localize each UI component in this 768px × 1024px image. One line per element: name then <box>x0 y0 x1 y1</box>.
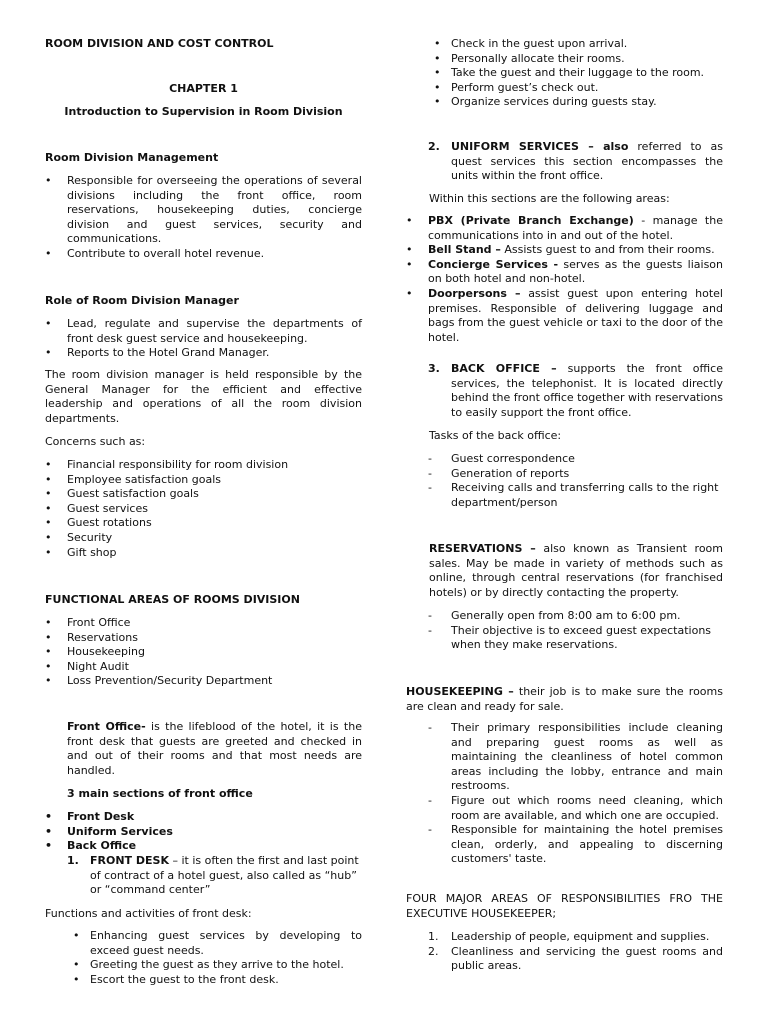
list-item: • Reservations <box>45 630 138 644</box>
list-item: - Receiving calls and transferring calls to the right department/person <box>428 481 719 509</box>
list-item: • Employee satisfaction goals <box>45 472 222 486</box>
bullet-marker: • <box>45 246 52 260</box>
list-item: • Organize services during guests stay. <box>434 95 657 109</box>
front-office-paragraph: Front Office- is the lifeblood of the hotel, it is the front desk that guests are greeted and checked in and out of their rooms and that most needs are handled. <box>67 720 362 777</box>
rdm-list <box>45 174 362 262</box>
list-item: • Concierge Services - serves as the guests liaison on both hotel and non-hotel. <box>406 257 723 286</box>
list-item: • Contribute to overall hotel revenue. <box>45 246 265 260</box>
bullet-marker: • <box>45 317 52 330</box>
list-item: • Perform guest’s check out. <box>434 80 599 94</box>
list-item: • Financial responsibility for room division <box>45 458 289 471</box>
functions-list-continued <box>406 37 723 110</box>
housekeeping-list <box>406 721 723 867</box>
list-item: • Back Office <box>45 839 137 853</box>
list-item: • Loss Prevention/Security Department <box>45 674 273 688</box>
role-paragraph: The room division manager is held responsible by the General Manager for the efficient and effective leadership and operations of all the room division departments. <box>45 368 362 425</box>
list-item: • Check in the guest upon arrival. <box>434 37 628 50</box>
functions-label: Functions and activities of front desk: <box>45 907 252 920</box>
list-item: - Generation of reports <box>428 466 570 480</box>
chapter-label: CHAPTER 1 <box>169 82 238 95</box>
list-item: • Night Audit <box>45 659 129 673</box>
tasks-label: Tasks of the back office: <box>429 429 562 442</box>
list-item: - Guest correspondence <box>428 452 575 465</box>
functional-list <box>45 616 362 689</box>
functions-list <box>45 929 362 987</box>
chapter-subtitle: Introduction to Supervision in Room Division <box>64 105 343 118</box>
list-item: • Doorpersons – assist guest upon entering hotel premises. Responsible of delivering luggage and bags from the guest vehicle or taxi to the door of the hotel. <box>406 286 723 344</box>
list-item: • Escort the guest to the front desk. <box>73 972 279 986</box>
list-item: • Enhancing guest services by developing to exceed guest needs. <box>73 929 362 957</box>
list-item: - Their objective is to exceed guest expectations when they make reservations. <box>428 623 712 652</box>
list-item: • Gift shop <box>45 545 117 559</box>
concerns-label: Concerns such as: <box>45 435 146 448</box>
role-list <box>45 317 362 361</box>
rdm-heading: Room Division Management <box>45 151 219 164</box>
list-item: • Greeting the guest as they arrive to the hotel. <box>73 958 344 972</box>
back-office-item: 3. BACK OFFICE – supports the front office services, the telephonist. It is located directly behind the front office together with reservations to easily support the front office. <box>428 362 723 419</box>
list-item: - Figure out which rooms need cleaning, which room are available, and which one are occupied. <box>428 793 723 822</box>
list-item: • Take the guest and their luggage to the room. <box>434 66 705 80</box>
list-item: • Bell Stand – Assists guest to and from their rooms. <box>406 243 715 257</box>
list-item: 2. Cleanliness and servicing the guest rooms and public areas. <box>428 944 723 973</box>
list-item: • Housekeeping <box>45 645 145 659</box>
role-heading: Role of Room Division Manager <box>45 294 239 307</box>
list-item: • Uniform Services <box>45 824 173 838</box>
four-major-heading: FOUR MAJOR AREAS OF RESPONSIBILITIES FRO THE EXECUTIVE HOUSEKEEPER; <box>406 892 723 920</box>
list-item: • PBX (Private Branch Exchange) - manage the communications into in and out of the hotel. <box>406 214 723 242</box>
list-item: • Guest satisfaction goals <box>45 487 199 501</box>
list-item: - Generally open from 8:00 am to 6:00 pm. <box>428 609 681 622</box>
four-major-list <box>406 930 723 974</box>
list-item: • Responsible for overseeing the operations of several divisions including the front office, room reservations, housekeeping duties, concierge division and guest services, security and communications. <box>45 174 362 246</box>
list-item: • Guest services <box>45 501 148 515</box>
list-item: • Guest rotations <box>45 516 152 530</box>
bullet-marker: • <box>45 346 52 360</box>
list-item: - Their primary responsibilities include cleaning and preparing guest rooms as well as maintaining the cleanliness of hotel common areas including the lobby, entrance and main restrooms. <box>428 721 723 793</box>
areas-list <box>406 214 723 345</box>
concerns-list <box>45 458 362 560</box>
list-item: • Personally allocate their rooms. <box>434 51 625 65</box>
uniform-services-item: 2. UNIFORM SERVICES – also referred to as quest services this section encompasses the units within the front office. <box>428 140 723 183</box>
list-item: • Front Desk <box>45 810 135 823</box>
within-label: Within this sections are the following areas: <box>429 192 670 205</box>
list-item: • Reports to the Hotel Grand Manager. <box>45 346 270 360</box>
bullet-marker: • <box>45 174 52 187</box>
list-item: 1. Leadership of people, equipment and supplies. <box>428 930 710 943</box>
document-title: ROOM DIVISION AND COST CONTROL <box>45 37 274 50</box>
reservations-list <box>406 609 723 653</box>
list-item: - Responsible for maintaining the hotel premises clean, orderly, and appealing to discerning customers' taste. <box>428 823 723 866</box>
sections-list <box>45 810 362 854</box>
housekeeping-paragraph: HOUSEKEEPING – their job is to make sure the rooms are clean and ready for sale. <box>406 685 723 713</box>
list-item: • Security <box>45 530 113 544</box>
functional-heading: FUNCTIONAL AREAS OF ROOMS DIVISION <box>45 593 300 606</box>
front-desk-item: 1. FRONT DESK – it is often the first and last point of contract of a hotel guest, also called as “hub” or “command center” <box>67 854 359 897</box>
sections-heading: 3 main sections of front office <box>67 787 253 800</box>
list-item: • Front Office <box>45 616 131 629</box>
tasks-list <box>406 452 723 510</box>
reservations-paragraph: RESERVATIONS – also known as Transient room sales. May be made in variety of methods such as online, through central reservations (for franchised hotels) or by directly contacting the property. <box>429 542 723 599</box>
list-item: • Lead, regulate and supervise the departments of front desk guest service and housekeeping. <box>45 317 362 345</box>
